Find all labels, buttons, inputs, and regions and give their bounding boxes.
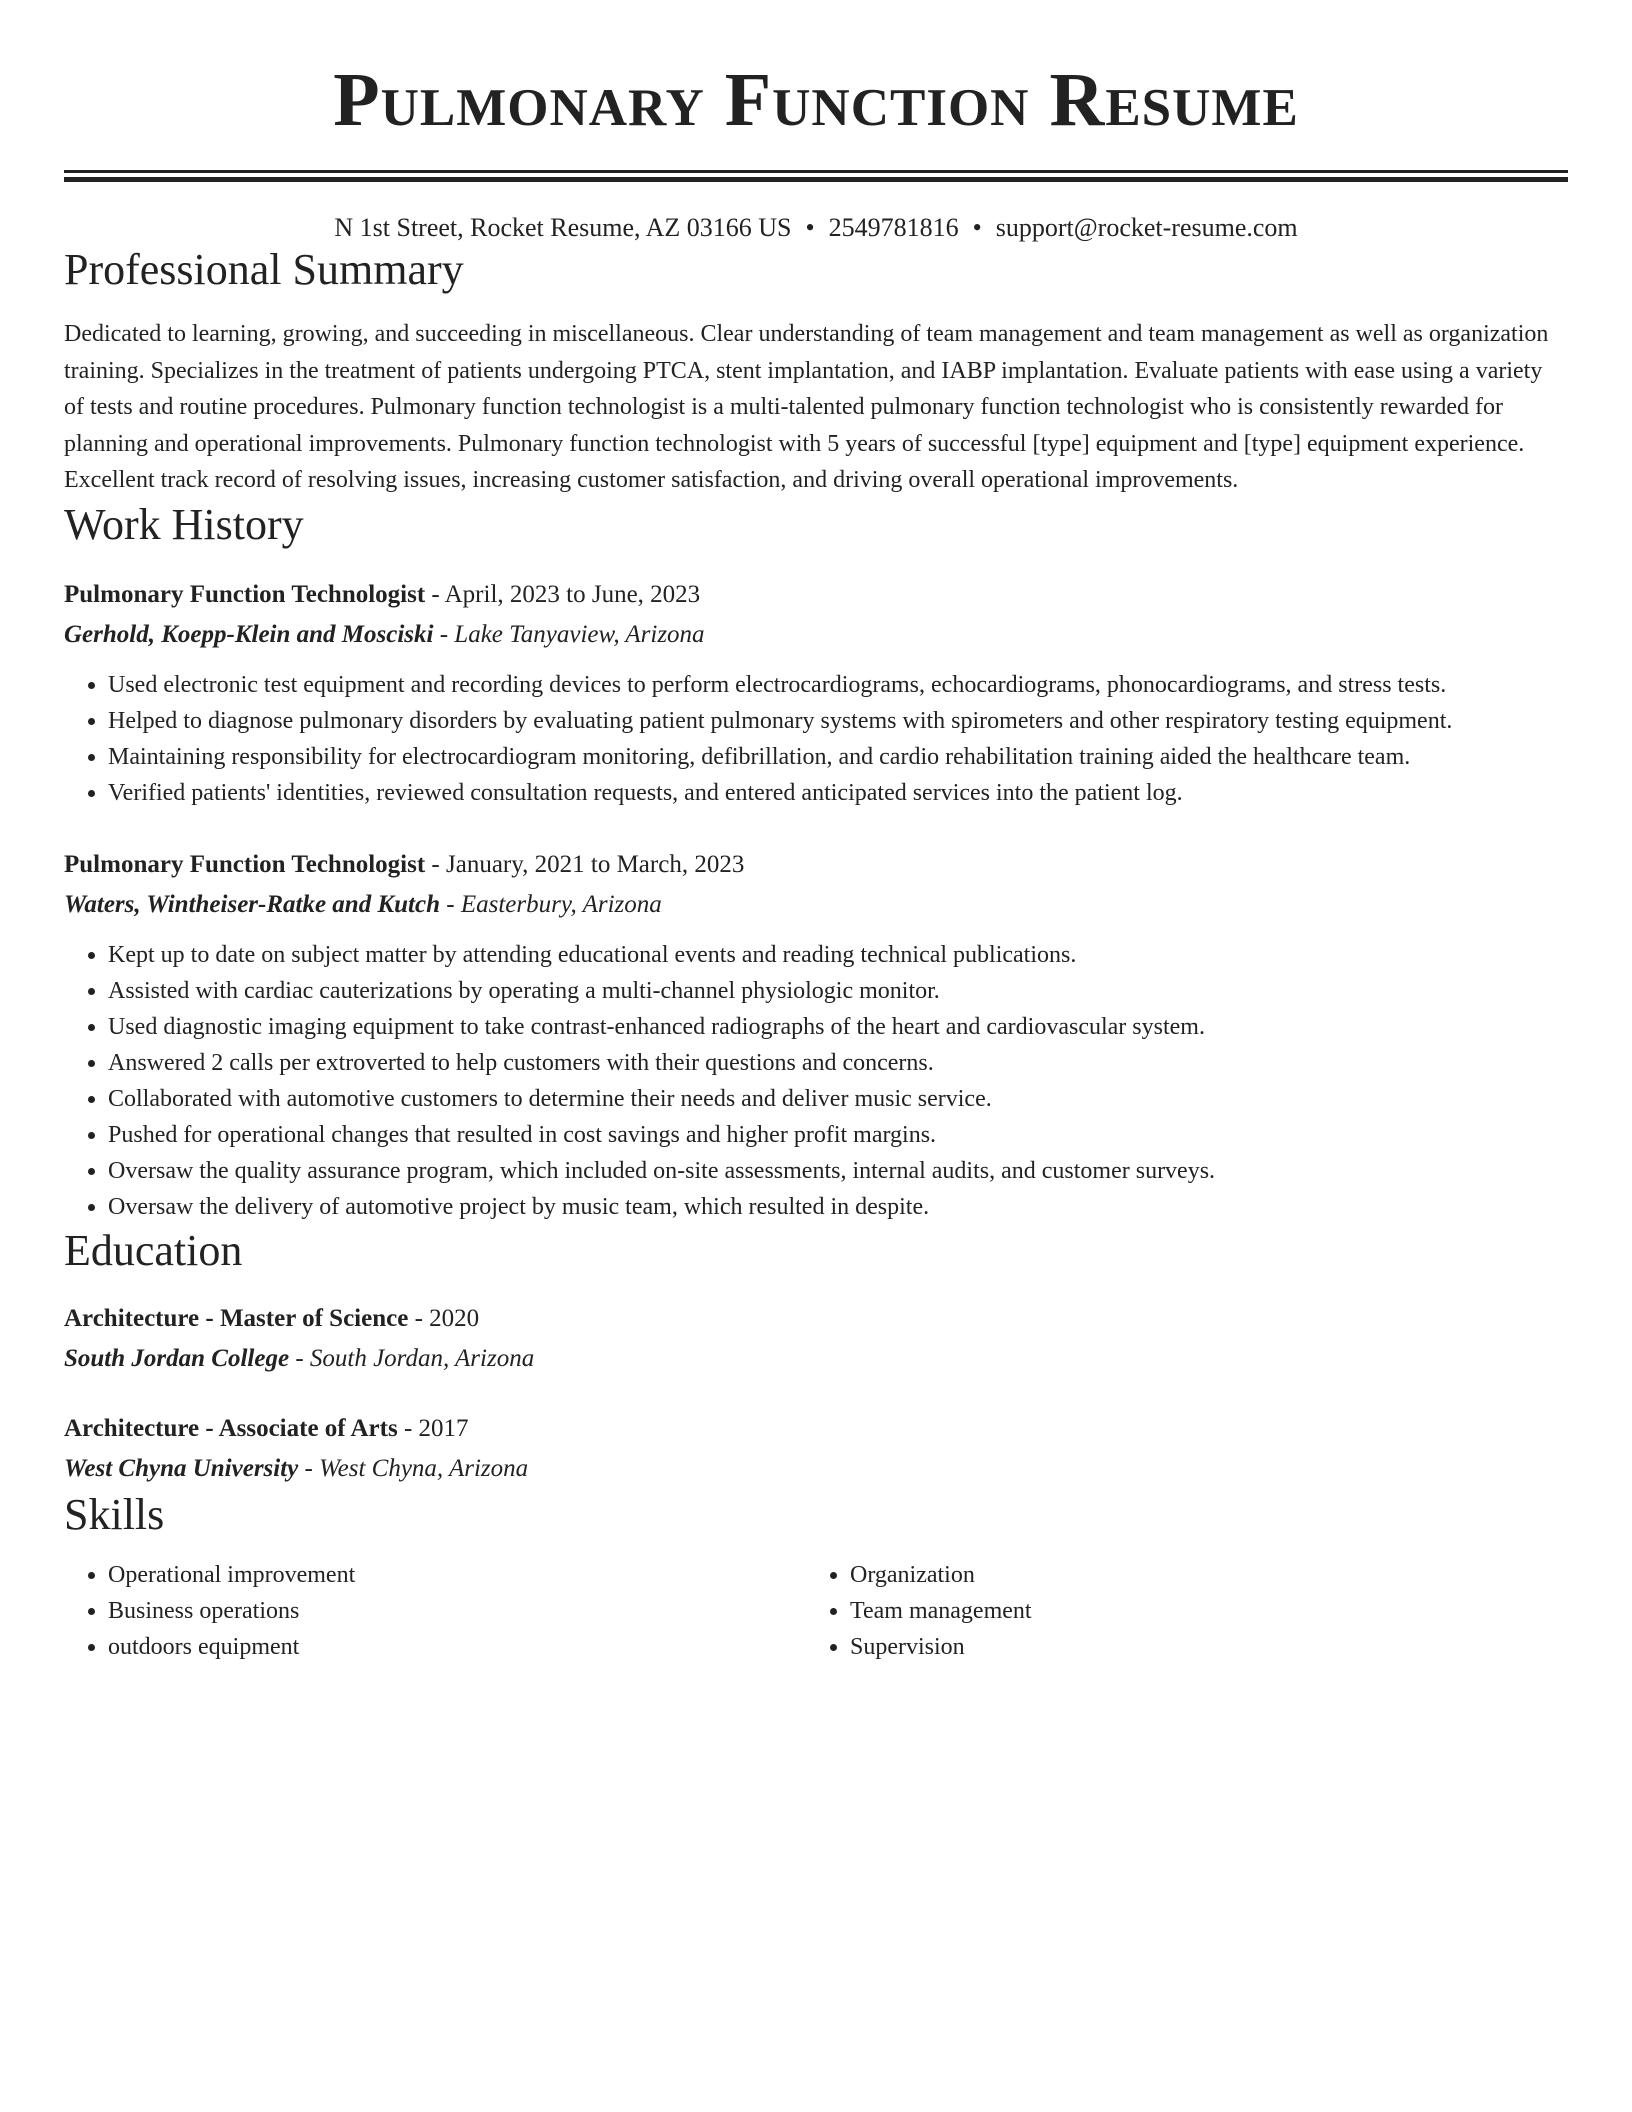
job-role: Pulmonary Function Technologist [64,850,426,878]
job-bullet: • Verified patients' identities, reviewed consultation requests, and entered anticipated services into the patient log. [108,775,1568,811]
job-bullet: • Used electronic test equipment and recording devices to perform electrocardiograms, echocardiograms, phonocardiograms, and stress tests. [108,667,1568,703]
job-entry [64,845,1568,1225]
education-school-line [64,1449,1568,1489]
summary-text: Dedicated to learning, growing, and succeeding in miscellaneous. Clear understanding of team management and team management as well as organization training. Specializes in the treatment of patients undergoing PTCA, stent implantation, and IABP implantation. Evaluate patients with ease using a variety of tests and routine procedures. Pulmonary function technologist is a multi-talented pulmonary function technologist who is consistently rewarded for planning and operational improvements. Pulmonary function technologist with 5 years of successful [type] equipment and [type] equipment experience. Excellent track record of resolving issues, increasing customer satisfaction, and driving overall operational improvements. [64,321,1549,493]
job-role-line [64,845,1568,885]
job-bullet: • Oversaw the quality assurance program, which included on-site assessments, internal audits, and customer surveys. [108,1153,1568,1189]
education-school: South Jordan College [64,1344,290,1372]
contact-phone: 2549781816 [828,213,959,242]
job-dates: - January, 2021 to March, 2023 [425,850,745,878]
skill-item: • Organization [850,1557,1548,1593]
job-role: Pulmonary Function Technologist [64,580,426,608]
job-dates: - April, 2023 to June, 2023 [425,580,701,608]
job-bullets [64,937,1568,1225]
job-bullet: • Collaborated with automotive customers to determine their needs and deliver music service. [108,1081,1568,1117]
page-title: Pulmonary Function Resume [333,58,1299,142]
skill-item: • Business operations [108,1593,806,1629]
contact-separator: • [972,213,982,242]
education-year: - 2017 [397,1414,469,1442]
job-company: Waters, Wintheiser-Ratke and Kutch [64,890,440,918]
education-year: - 2020 [408,1304,480,1332]
contact-email: support@rocket-resume.com [995,213,1298,242]
education-entry [64,1409,1568,1489]
job-bullet: • Maintaining responsibility for electrocardiogram monitoring, defibrillation, and cardio rehabilitation training aided the healthcare team. [108,739,1568,775]
skill-item: • Team management [850,1593,1548,1629]
job-company-line [64,615,1568,655]
work-history-heading: Work History [64,499,304,549]
education-degree-line [64,1299,1568,1339]
education-location: - West Chyna, Arizona [298,1454,529,1482]
title-divider [64,170,1568,182]
education-school-line [64,1339,1568,1379]
job-bullet: • Oversaw the delivery of automotive project by music team, which resulted in despite. [108,1189,1568,1225]
education-school: West Chyna University [64,1454,299,1482]
skills-grid [64,1557,1568,1665]
job-bullet: • Helped to diagnose pulmonary disorders by evaluating patient pulmonary systems with spirometers and other respiratory testing equipment. [108,703,1568,739]
contact-separator: • [805,213,815,242]
job-role-line [64,575,1568,615]
job-bullet: • Kept up to date on subject matter by attending educational events and reading technical publications. [108,937,1568,973]
skills-heading: Skills [64,1489,165,1539]
skill-item: • Operational improvement [108,1557,806,1593]
education-location: - South Jordan, Arizona [289,1344,535,1372]
skills-column-left [64,1557,806,1665]
education-degree: Architecture - Master of Science [64,1304,409,1332]
summary-heading: Professional Summary [64,245,464,294]
contact-address: N 1st Street, Rocket Resume, AZ 03166 US [334,213,792,242]
skill-item: • outdoors equipment [108,1629,806,1665]
job-location: - Lake Tanyaview, Arizona [433,620,705,648]
job-bullet: • Pushed for operational changes that resulted in cost savings and higher profit margins. [108,1117,1568,1153]
education-entry [64,1299,1568,1379]
skill-item: • Supervision [850,1629,1548,1665]
job-company: Gerhold, Koepp-Klein and Mosciski [64,620,434,648]
job-location: - Easterbury, Arizona [440,890,662,918]
job-bullet: • Used diagnostic imaging equipment to take contrast-enhanced radiographs of the heart and cardiovascular system. [108,1009,1568,1045]
skills-column-right [806,1557,1548,1665]
job-bullets [64,667,1568,811]
job-company-line [64,885,1568,925]
education-degree: Architecture - Associate of Arts [64,1414,398,1442]
job-entry [64,575,1568,811]
job-bullet: • Answered 2 calls per extroverted to help customers with their questions and concerns. [108,1045,1568,1081]
education-heading: Education [64,1225,243,1275]
education-degree-line [64,1409,1568,1449]
job-bullet: • Assisted with cardiac cauterizations by operating a multi-channel physiologic monitor. [108,973,1568,1009]
contact-line [64,212,1568,244]
